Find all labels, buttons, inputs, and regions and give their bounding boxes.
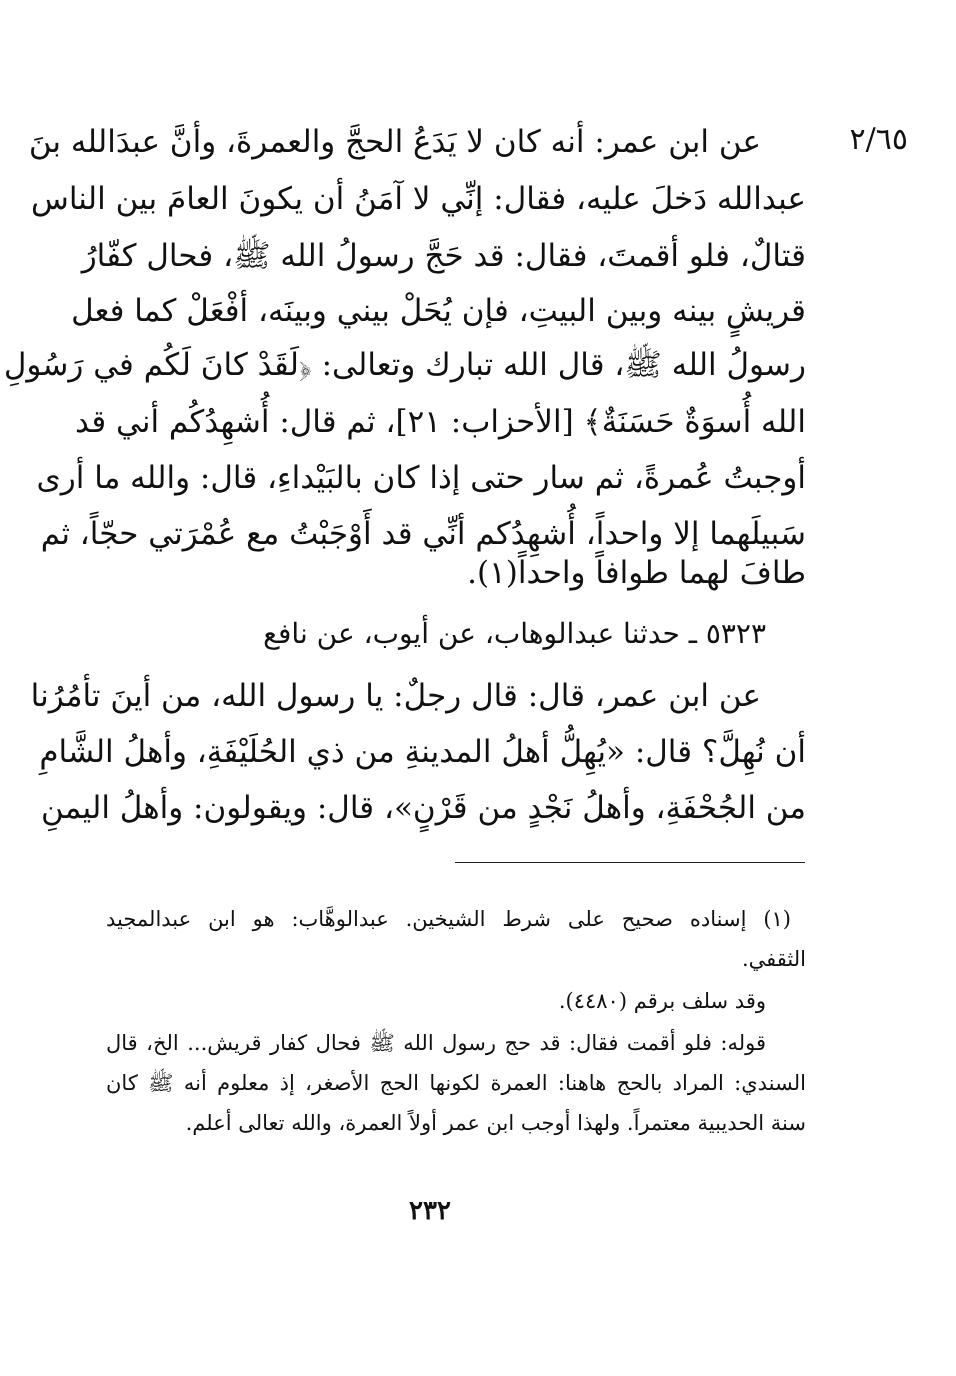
volume-page-reference: ٢/٦٥	[849, 122, 908, 157]
text-line: الله أُسوَةٌ حَسَنَةٌ﴾ [الأحزاب: ٢١]، ثم قال: أُشهِدُكُم أني قد	[75, 404, 806, 440]
page-number: ٢٣٢	[409, 1196, 451, 1226]
text-line: قريشٍ بينه وبين البيتِ، فإن يُحَلْ بيني وبينَه، أفْعَلْ كما فعل	[71, 293, 806, 329]
footnote-line: الثقفي.	[742, 947, 806, 971]
footnote-line: سنة الحديبية معتمراً. ولهذا أوجب ابن عمر أولاً العمرة، والله تعالى أعلم.	[185, 1111, 806, 1135]
text-line: قتالٌ، فلو أقمتَ، فقال: قد حَجَّ رسولُ الله ﷺ، فحال كفّارُ	[81, 238, 806, 274]
text-line: من الجُحْفَةِ، وأهلُ نَجْدٍ من قَرْنٍ»، قال: ويقولون: وأهلُ اليمنِ	[41, 790, 806, 826]
text-line: طافَ لهما طوافاً واحداً(١).	[467, 555, 806, 591]
footnote-line: قوله: فلو أقمت فقال: قد حج رسول الله ﷺ فحال كفار قريش... الخ، قال	[106, 1031, 766, 1055]
footnote-line: السندي: المراد بالحج هاهنا: العمرة لكونها الحج الأصغر، إذ معلوم أنه ﷺ كان	[106, 1071, 806, 1095]
text-line: أن نُهِلَّ؟ قال: «يُهِلُّ أهلُ المدينةِ من ذي الحُلَيْفَةِ، وأهلُ الشَّامِ	[39, 734, 806, 770]
footnote-separator	[455, 862, 805, 863]
text-line: أوجبتُ عُمرةً، ثم سار حتى إذا كان بالبَيْداءِ، قال: والله ما أرى	[36, 460, 806, 496]
text-line: رسولُ الله ﷺ، قال الله تبارك وتعالى: ﴿لَقَدْ كانَ لَكُم في رَسُولِ	[3, 347, 806, 383]
text-line: عن ابن عمر: أنه كان لا يَدَعُ الحجَّ والعمرةَ، وأنَّ عبدَالله بنَ	[28, 124, 761, 160]
footnote-line: وقد سلف برقم (٤٤٨٠).	[558, 989, 766, 1013]
text-line: عن ابن عمر، قال: قال رجلٌ: يا رسول الله، من أينَ تأمُرُنا	[30, 678, 761, 714]
footnote-line: (١) إسناده صحيح على شرط الشيخين. عبدالوهَّاب: هو ابن عبدالمجيد	[106, 907, 791, 931]
text-line: عبدالله دَخلَ عليه، فقال: إنِّي لا آمَنُ أن يكونَ العامَ بين الناس	[31, 181, 806, 217]
hadith-number-chain: ٥٣٢٣ ـ حدثنا عبدالوهاب، عن أيوب، عن نافع	[263, 617, 766, 650]
text-line: سَبيلَهما إلا واحداً، أُشهِدُكم أنِّي قد أَوْجَبْتُ مع عُمْرَتي حجّاً، ثم	[40, 516, 806, 552]
